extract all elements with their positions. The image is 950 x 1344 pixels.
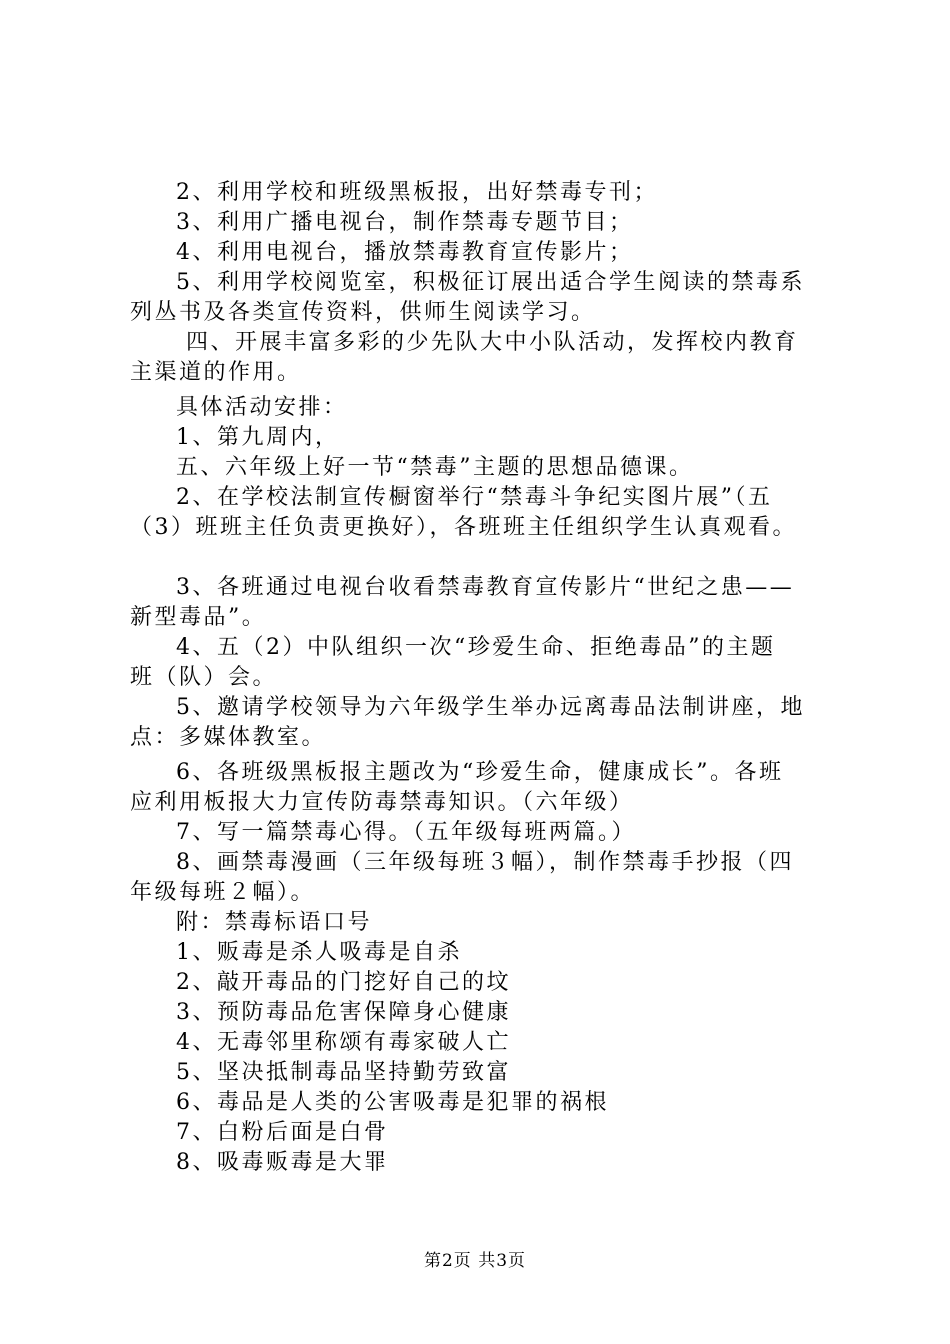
text-line: 4、无毒邻里称颂有毒家破人亡 xyxy=(176,1030,511,1055)
text-line: 附：禁毒标语口号 xyxy=(176,910,373,935)
text-line: （3）班班主任负责更换好），各班班主任组织学生认真观看。 xyxy=(130,515,797,540)
text-line: 7、写一篇禁毒心得。（五年级每班两篇。） xyxy=(176,820,636,845)
text-line: 新型毒品”。 xyxy=(130,605,267,630)
text-line: 2、利用学校和班级黑板报，出好禁毒专刊； xyxy=(176,180,658,205)
text-line: 应利用板报大力宣传防毒禁毒知识。（六年级） xyxy=(130,790,634,815)
text-line: 3、预防毒品危害保障身心健康 xyxy=(176,1000,511,1025)
text-line: 5、邀请学校领导为六年级学生举办远离毒品法制讲座，地 xyxy=(176,695,805,720)
text-line: 四、开展丰富多彩的少先队大中小队活动，发挥校内教育 xyxy=(186,330,799,355)
text-line: 4、五（2）中队组织一次“珍爱生命、拒绝毒品”的主题 xyxy=(176,635,776,660)
text-line: 4、利用电视台，播放禁毒教育宣传影片； xyxy=(176,240,634,265)
text-line: 1、贩毒是杀人吸毒是自杀 xyxy=(176,940,462,965)
text-line: 5、坚决抵制毒品坚持勤劳致富 xyxy=(176,1060,511,1085)
text-line: 8、吸毒贩毒是大罪 xyxy=(176,1150,389,1175)
text-line: 6、毒品是人类的公害吸毒是犯罪的祸根 xyxy=(176,1090,609,1115)
text-line: 点：多媒体教室。 xyxy=(130,725,327,750)
text-line: 2、在学校法制宣传橱窗举行“禁毒斗争纪实图片展”（五 xyxy=(176,485,773,510)
text-line: 年级每班２幅）。 xyxy=(130,880,316,905)
text-line: 具体活动安排： xyxy=(176,395,348,420)
text-line: 列丛书及各类宣传资料，供师生阅读学习。 xyxy=(130,300,596,325)
text-line: 班（队）会。 xyxy=(130,665,278,690)
text-line: 2、敲开毒品的门挖好自己的坟 xyxy=(176,970,511,995)
text-line: 五、六年级上好一节“禁毒”主题的思想品德课。 xyxy=(176,455,694,480)
text-line: 3、利用广播电视台，制作禁毒专题节目； xyxy=(176,210,634,235)
text-line: 主渠道的作用。 xyxy=(130,360,302,385)
text-line: 8、画禁毒漫画（三年级每班３幅），制作禁毒手抄报（四 xyxy=(176,850,794,875)
page-footer: 第2页 共3页 xyxy=(423,1251,527,1271)
text-line: 1、第九周内， xyxy=(176,425,340,450)
text-line: 7、白粉后面是白骨 xyxy=(176,1120,389,1145)
text-line: 6、各班级黑板报主题改为“珍爱生命，健康成长”。各班 xyxy=(176,760,784,785)
text-line: 3、各班通过电视台收看禁毒教育宣传影片“世纪之患—— xyxy=(176,575,795,600)
text-line: 5、利用学校阅览室，积极征订展出适合学生阅读的禁毒系 xyxy=(176,270,805,295)
